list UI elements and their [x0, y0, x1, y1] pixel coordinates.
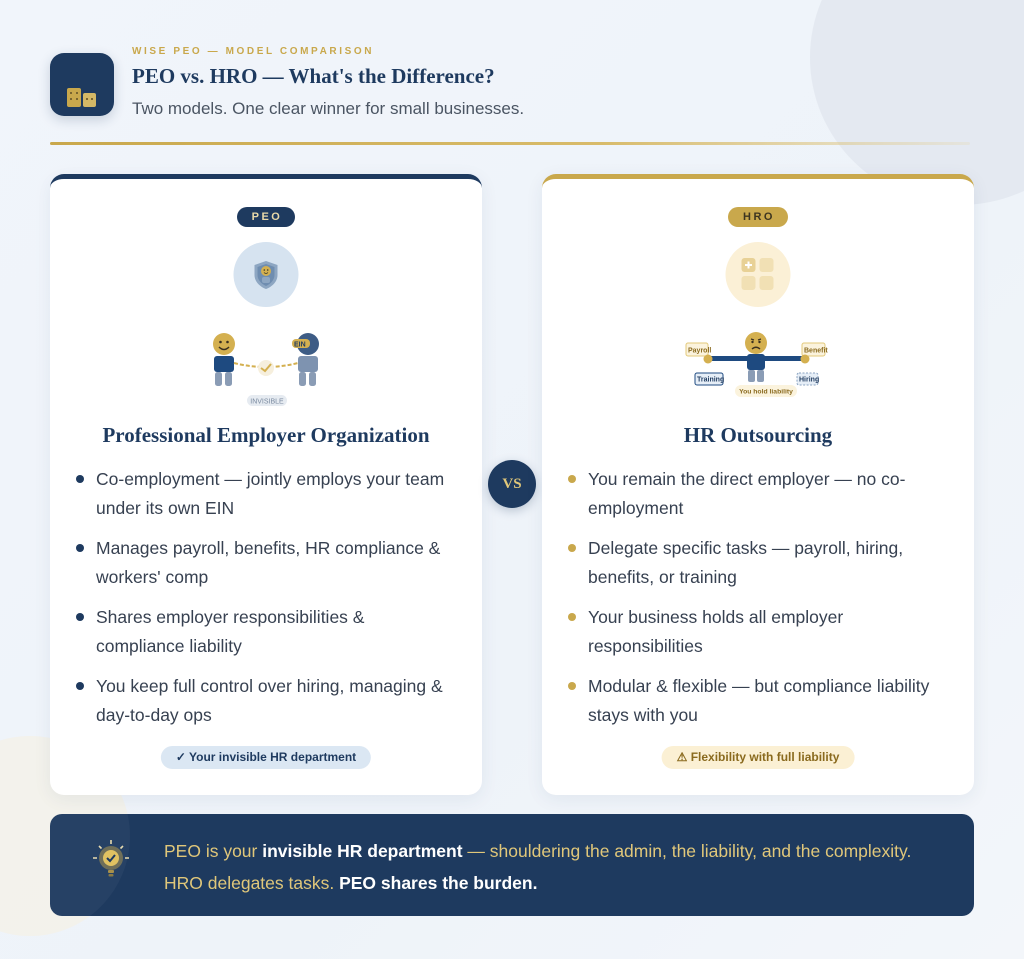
svg-text:Training: Training — [697, 376, 725, 384]
bullet-dot-icon — [568, 475, 576, 483]
peo-tag: ✓ Your invisible HR department — [161, 746, 371, 769]
bullet-dot-icon — [568, 682, 576, 690]
buildings-icon — [50, 53, 114, 116]
co-employment-illustration — [201, 327, 331, 412]
svg-text:EIN: EIN — [294, 341, 306, 349]
liability-illustration — [683, 329, 833, 404]
vs-badge: VS — [488, 460, 536, 508]
peo-bullets — [76, 465, 456, 741]
list-item: Shares employer responsibilities & compliance liability — [76, 603, 456, 661]
list-item: You remain the direct employer — no co-employment — [568, 465, 948, 523]
peo-pill: PEO — [237, 207, 295, 227]
peo-card — [50, 174, 482, 795]
hro-bullets — [568, 465, 948, 741]
list-item: Your business holds all employer responsibilities — [568, 603, 948, 661]
page-subtitle: Two models. One clear winner for small businesses. — [132, 99, 525, 118]
bullet-dot-icon — [76, 682, 84, 690]
hro-tag: ⚠ Flexibility with full liability — [662, 746, 855, 769]
page-title: PEO vs. HRO — What's the Difference? — [132, 64, 495, 88]
eyebrow-label: WISE PEO — MODEL COMPARISON — [132, 46, 375, 57]
summary-banner — [50, 814, 974, 916]
hro-pill: HRO — [728, 207, 788, 227]
modules-grid-icon — [726, 242, 791, 307]
svg-text:You hold liability: You hold liability — [739, 388, 793, 396]
bullet-dot-icon — [568, 613, 576, 621]
bullet-dot-icon — [76, 613, 84, 621]
hro-title: HR Outsourcing — [683, 423, 833, 447]
lightbulb-check-icon — [90, 838, 132, 891]
svg-text:INVISIBLE: INVISIBLE — [250, 398, 284, 406]
svg-text:Payroll: Payroll — [688, 347, 712, 355]
bullet-dot-icon — [76, 544, 84, 552]
list-item: You keep full control over hiring, managing & day-to-day ops — [76, 672, 456, 730]
hro-card — [542, 174, 974, 795]
bullet-dot-icon — [568, 544, 576, 552]
peo-title: Professional Employer Organization — [102, 423, 430, 447]
svg-text:Hiring: Hiring — [799, 376, 820, 384]
list-item: Manages payroll, benefits, HR compliance & workers' comp — [76, 534, 456, 592]
list-item: Modular & flexible — but compliance liability stays with you — [568, 672, 948, 730]
list-item: Delegate specific tasks — payroll, hiring, benefits, or training — [568, 534, 948, 592]
divider — [50, 142, 970, 145]
summary-message: PEO is your invisible HR department — shouldering the admin, the liability, and the complexity. HRO delegates tasks. PEO shares the burden. — [164, 841, 912, 893]
shield-person-icon — [234, 242, 299, 307]
svg-text:Benefit: Benefit — [804, 347, 828, 355]
bullet-dot-icon — [76, 475, 84, 483]
list-item: Co-employment — jointly employs your team under its own EIN — [76, 465, 456, 523]
